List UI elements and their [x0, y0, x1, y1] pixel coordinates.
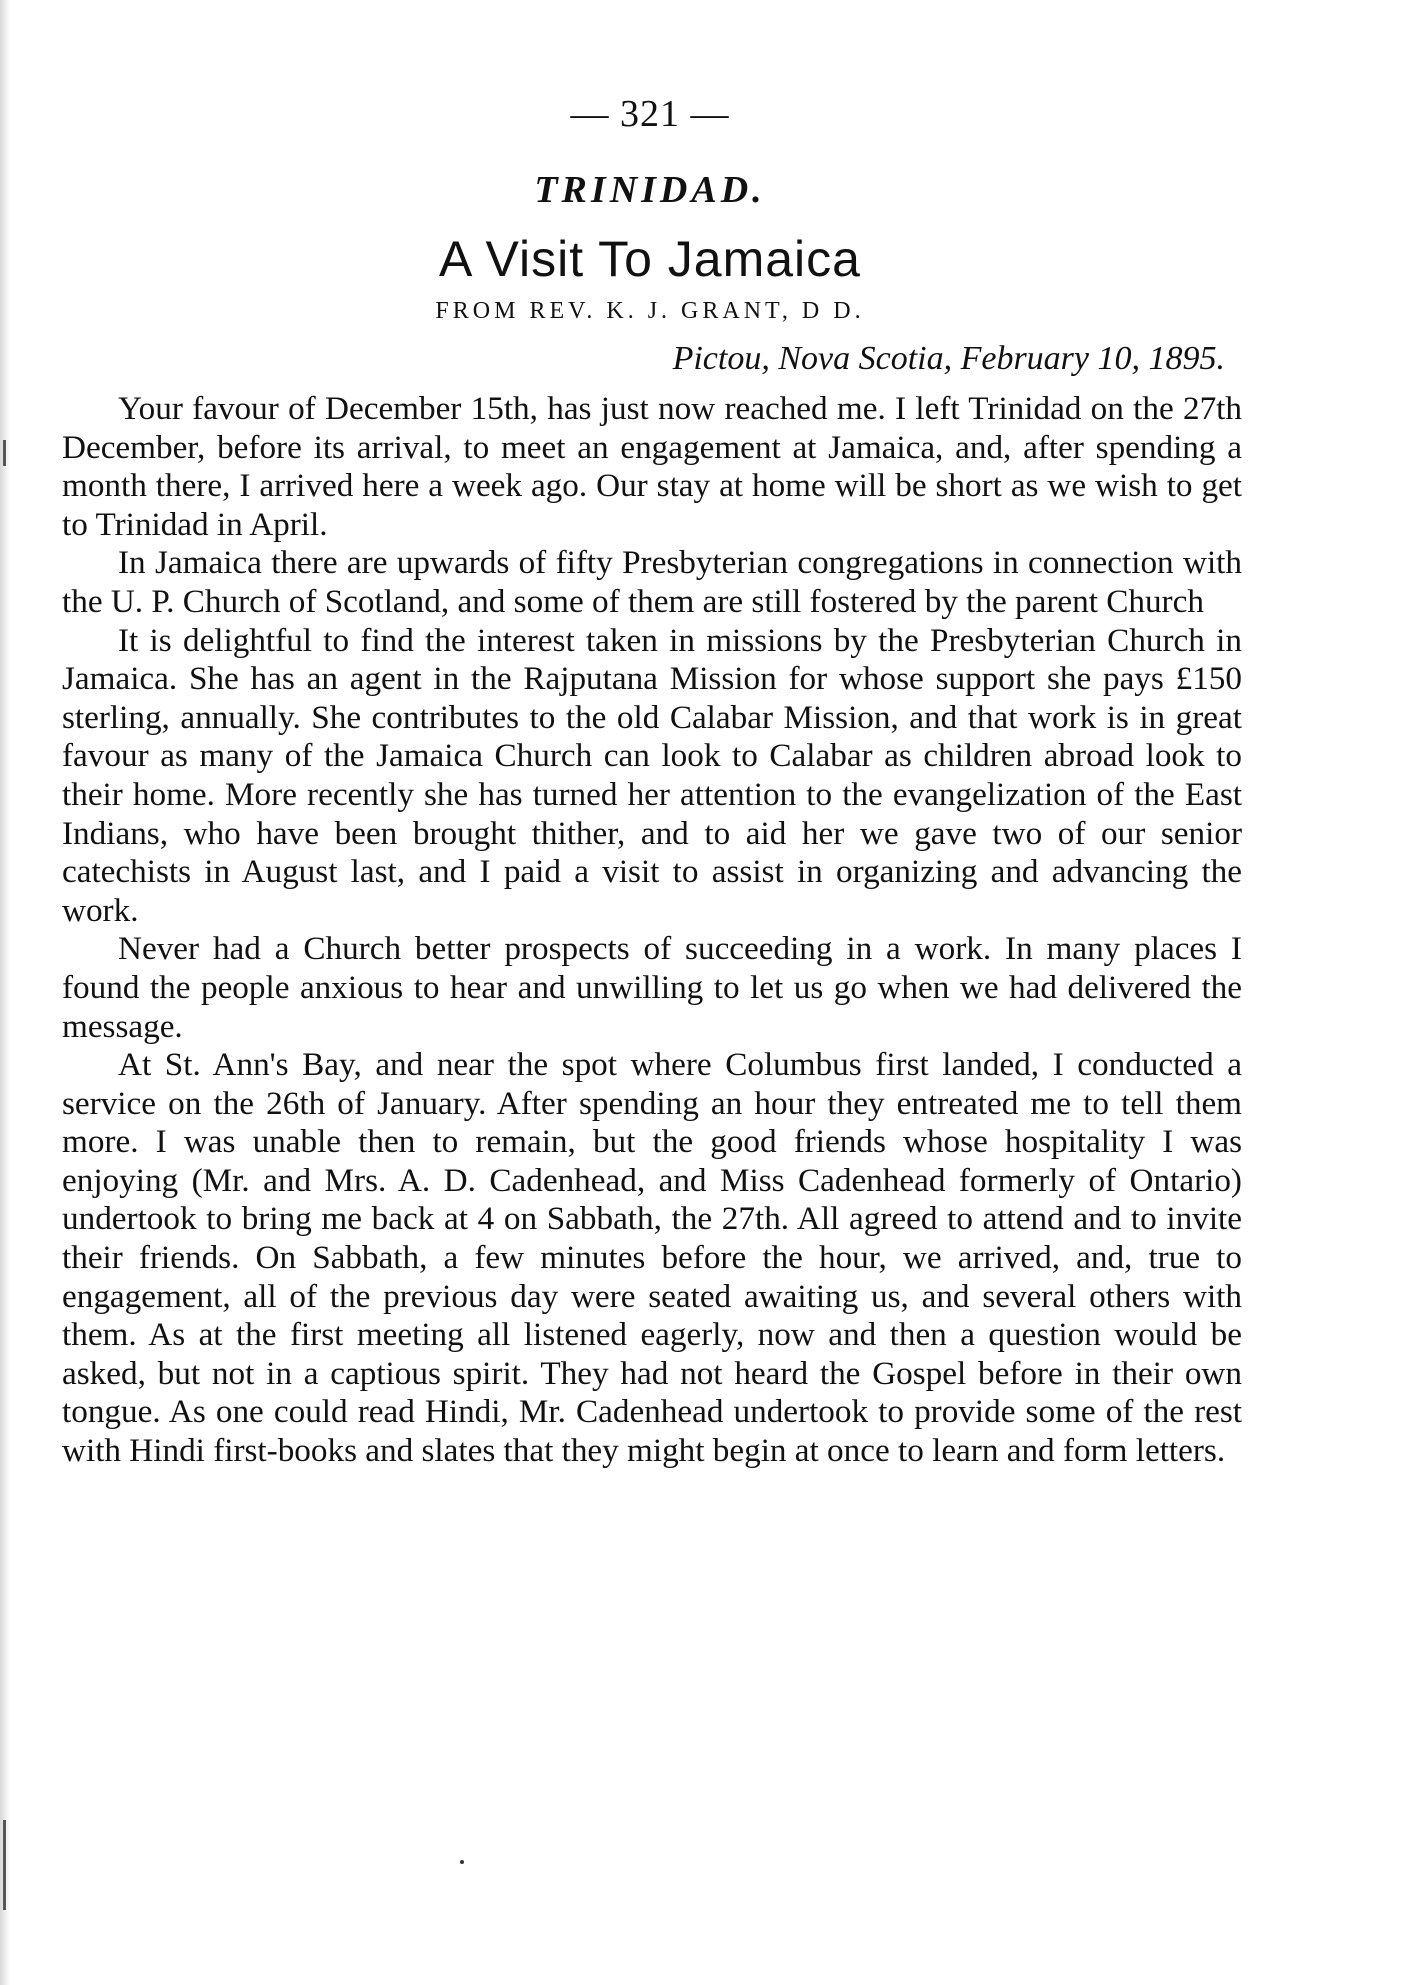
- byline: FROM REV. K. J. GRANT, D D.: [435, 298, 865, 324]
- section-heading: TRINIDAD.: [534, 169, 766, 211]
- paragraph: Never had a Church better prospects of succeeding in a work. In many places I found the people anxious to hear and unwilling to let us go when we had delivered the message.: [62, 930, 1242, 1045]
- article-body: [62, 390, 1242, 1471]
- page-number: — 321 —: [570, 93, 730, 135]
- paragraph: In Jamaica there are upwards of fifty Presbyterian congregations in connection with the U. P. Church of Scotland, and some of them are still fostered by the parent Church: [62, 544, 1242, 620]
- article-title: A Visit To Jamaica: [439, 231, 861, 287]
- dateline: Pictou, Nova Scotia, February 10, 1895.: [672, 340, 1225, 377]
- margin-mark: [3, 1820, 6, 1910]
- paragraph: It is delightful to find the interest taken in missions by the Presbyterian Church in Jamaica. She has an agent in the Rajputana Mission for whose support she pays £150 sterling, annually. She contributes to the old Calabar Mission, and that work is in great favour as many of the Jamaica Church can look to Calabar as children abroad look to their home. More recently she has turned her attention to the evangelization of the East Indians, who have been brought thither, and to aid her we gave two of our senior catechists in August last, and I paid a visit to assist in organizing and advancing the work.: [62, 621, 1242, 929]
- margin-mark: [3, 440, 6, 466]
- stray-ink-dot: [460, 1860, 464, 1864]
- paragraph: At St. Ann's Bay, and near the spot where Columbus first landed, I conducted a service on the 26th of January. After spending an hour they entreated me to tell them more. I was unable then to remain, but the good friends whose hospitality I was enjoying (Mr. and Mrs. A. D. Cadenhead, and Miss Cadenhead formerly of Ontario) undertook to bring me back at 4 on Sabbath, the 27th. All agreed to attend and to invite their friends. On Sabbath, a few minutes before the hour, we arrived, and, true to engagement, all of the previous day were seated awaiting us, and several others with them. As at the first meeting all listened eagerly, now and then a question would be asked, but not in a captious spirit. They had not heard the Gospel before in their own tongue. As one could read Hindi, Mr. Cadenhead undertook to provide some of the rest with Hindi first-books and slates that they might begin at once to learn and form letters.: [62, 1046, 1242, 1470]
- paragraph: Your favour of December 15th, has just now reached me. I left Trinidad on the 27th December, before its arrival, to meet an engagement at Jamaica, and, after spending a month there, I arrived here a week ago. Our stay at home will be short as we wish to get to Trinidad in April.: [62, 390, 1242, 543]
